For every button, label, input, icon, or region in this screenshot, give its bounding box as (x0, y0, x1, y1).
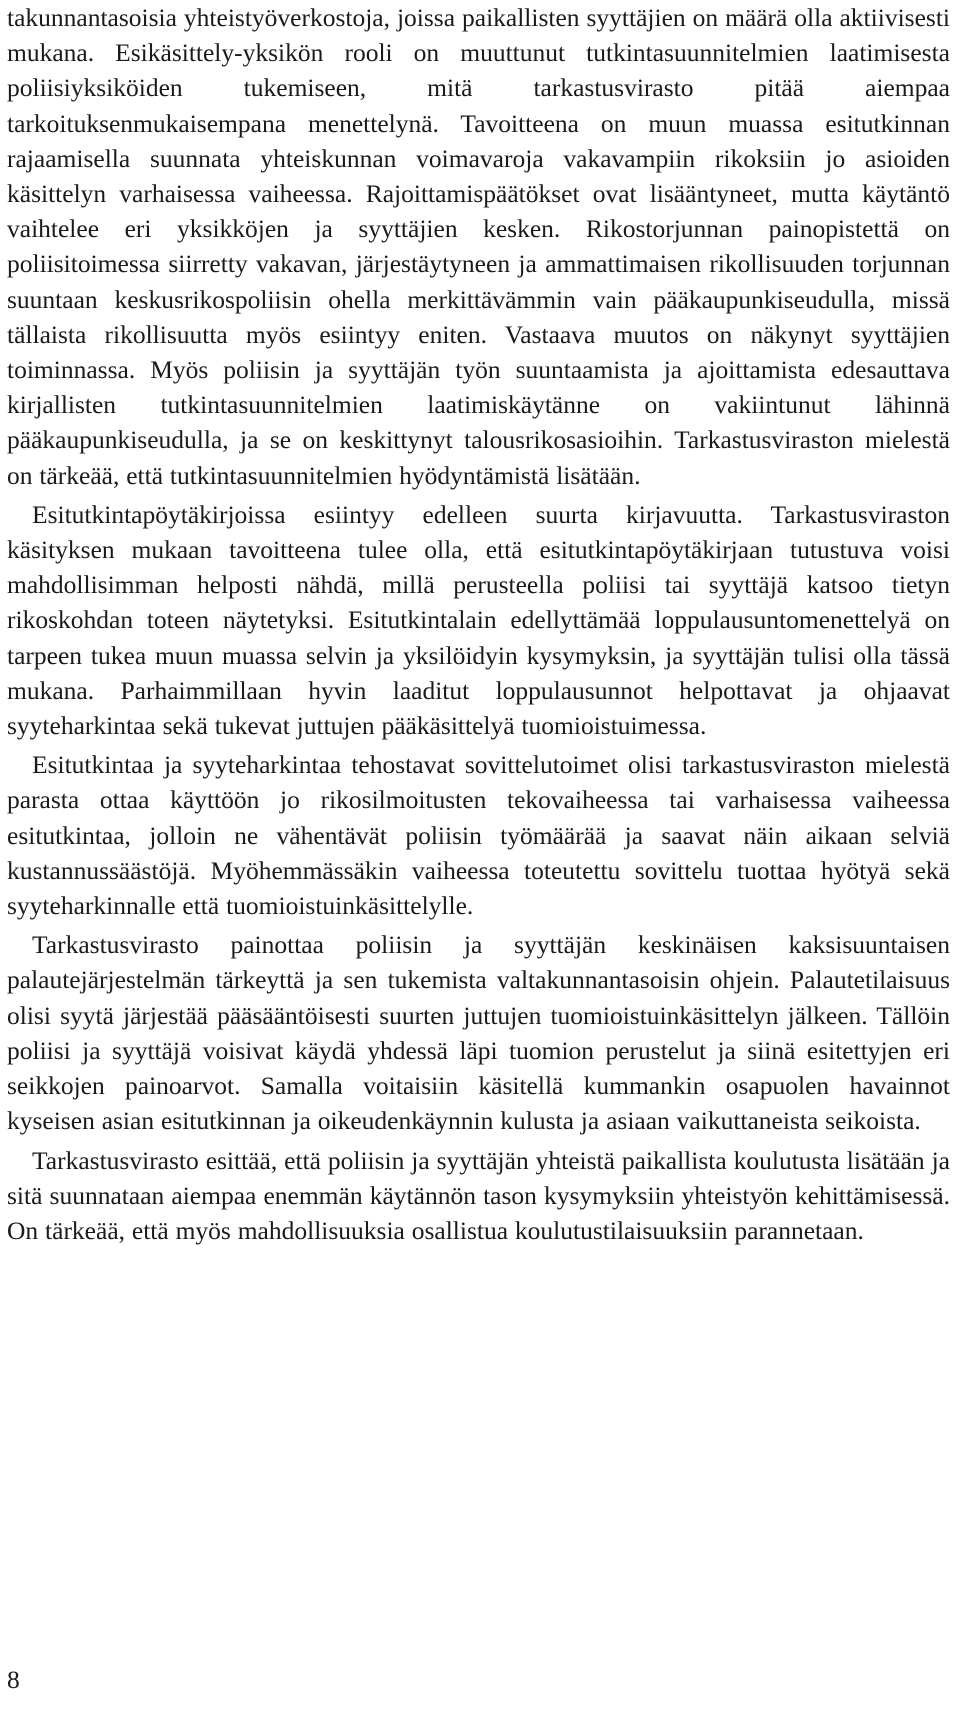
paragraph-1: takunnantasoisia yhteistyöverkostoja, joissa paikallisten syyttäjien on määrä olla aktiivisesti mukana. Esikäsittely-yksikön rooli on muuttunut tutkintasuunnitelmien laatimisesta poliisiyksiköiden tukemiseen, mitä tarkastusvirasto pitää aiempaa tarkoituksenmukaisempana menettelynä. Tavoitteena on muun muassa esitutkinnan rajaamisella suunnata yhteiskunnan voimavaroja vakavampiin rikoksiin jo asioiden käsittelyn varhaisessa vaiheessa. Rajoittamispäätökset ovat lisääntyneet, mutta käytäntö vaihtelee eri yksikköjen ja syyttäjien kesken. Rikostorjunnan painopistettä on poliisitoimessa siirretty vakavan, järjestäytyneen ja ammattimaisen rikollisuuden torjunnan suuntaan keskusrikospoliisin ohella merkittävämmin vain pääkaupunkiseudulla, missä tällaista rikollisuutta myös esiintyy eniten. Vastaava muutos on näkynyt syyttäjien toiminnassa. Myös poliisin ja syyttäjän työn suuntaamista ja ajoittamista edesauttava kirjallisten tutkintasuunnitelmien laatimiskäytänne on vakiintunut lähinnä pääkaupunkiseudulla, ja se on keskittynyt talousrikosasioihin. Tarkastusviraston mielestä on tärkeää, että tutkintasuunnitelmien hyödyntämistä lisätään. (7, 3, 950, 490)
document-page (7, 0, 950, 1252)
paragraph-5: Tarkastusvirasto esittää, että poliisin ja syyttäjän yhteistä paikallista koulutusta lisätään ja sitä suunnataan aiempaa enemmän käytännön tason kysymyksiin yhteistyön kehittämisessä. On tärkeää, että myös mahdollisuuksia osallistua koulutustilaisuuksiin parannetaan. (7, 1145, 950, 1245)
paragraph-3: Esitutkintaa ja syyteharkintaa tehostavat sovittelutoimet olisi tarkastusviraston mielestä parasta ottaa käyttöön jo rikosilmoitusten tekovaiheessa tai varhaisessa vaiheessa esitutkintaa, jolloin ne vähentävät poliisin työmäärää ja saavat näin aikaan selviä kustannussäästöjä. Myöhemmässäkin vaiheessa toteutettu sovittelu tuottaa hyötyä sekä syyteharkinnalle että tuomioistuinkäsittelylle. (7, 750, 950, 921)
paragraph-4: Tarkastusvirasto painottaa poliisin ja syyttäjän keskinäisen kaksisuuntaisen palautejärjestelmän tärkeyttä ja sen tukemista valtakunnantasoisin ohjein. Palautetilaisuus olisi syytä järjestää pääsääntöisesti suurten juttujen tuomioistuinkäsittelyn jälkeen. Tällöin poliisi ja syyttäjä voisivat käydä yhdessä läpi tuomion perustelut ja siinä esitettyjen eri seikkojen painoarvot. Samalla voitaisiin käsitellä kummankin osapuolen havainnot kyseisen asian esitutkinnan ja oikeudenkäynnin kulusta ja asiaan vaikuttaneista seikoista. (7, 930, 950, 1136)
paragraph-2: Esitutkintapöytäkirjoissa esiintyy edelleen suurta kirjavuutta. Tarkastusviraston käsityksen mukaan tavoitteena tulee olla, että esitutkintapöytäkirjaan tutustuva voisi mahdollisimman helposti nähdä, millä perusteella poliisi tai syyttäjä katsoo tietyn rikoskohdan toteen näytetyksi. Esitutkintalain edellyttämää loppulausuntomenettelyä on tarpeen tukea muun muassa selvin ja yksilöidyin kysymyksin, ja syyttäjän tulisi olla tässä mukana. Parhaimmillaan hyvin laaditut loppulausunnot helpottavat ja ohjaavat syyteharkintaa sekä tukevat juttujen pääkäsittelyä tuomioistuimessa. (7, 499, 950, 741)
page-number: 8 (7, 1665, 20, 1694)
